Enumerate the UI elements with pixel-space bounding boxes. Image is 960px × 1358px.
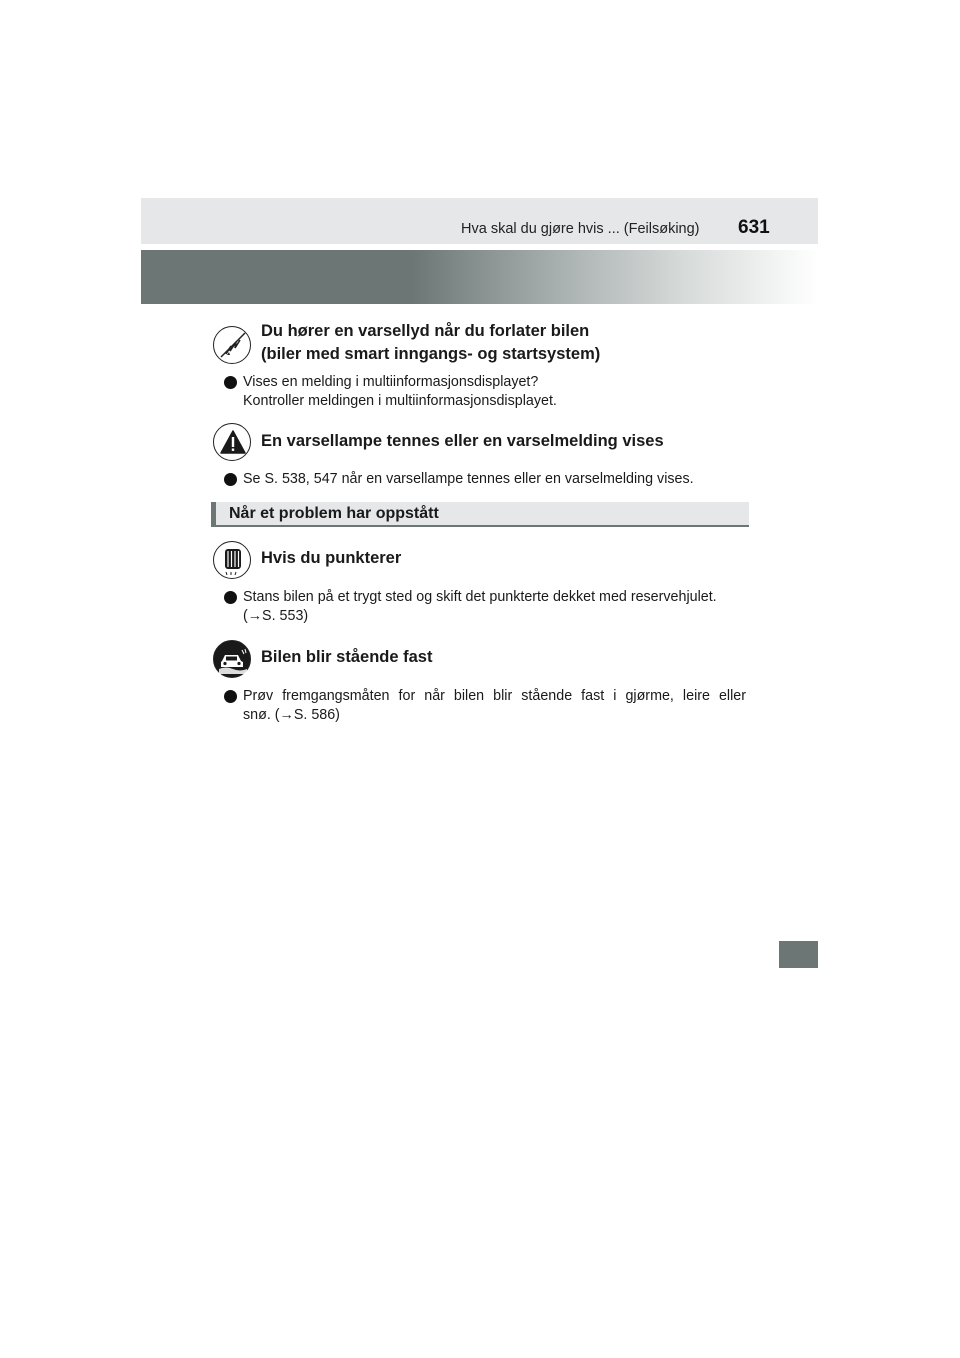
heading-warning-light: En varsellampe tennes eller en varselmelding vises [261,432,664,450]
section-title: Når et problem har oppstått [229,505,439,522]
bullet-dot [224,690,237,703]
bullet-dot [224,376,237,389]
warning-triangle-icon [213,423,251,461]
bullet-text-line1: Stans bilen på et trygt sted og skift det punkterte dekket med reservehjulet. [243,589,717,605]
chapter-thumb-tab [779,941,818,968]
chapter-title: Hva skal du gjøre hvis ... (Feilsøking) [461,221,700,237]
list-item [224,687,746,725]
warning-sound-icon [213,326,251,364]
bullet-text-line2: Kontroller meldingen i multiinformasjonsdisplayet. [243,393,557,409]
heading-warning-sound-line2: (biler med smart inngangs- og startsystem) [261,345,601,363]
section-heading-bar [211,502,749,527]
page-number: 631 [738,217,770,238]
list-item [224,470,746,489]
bullet-dot [224,473,237,486]
bullet-text-line1: Vises en melding i multiinformasjonsdisplayet? [243,374,539,390]
bullet-text-line2: (→S. 553) [243,608,309,624]
bullet-text: Se S. 538, 547 når en varsellampe tennes eller en varselmelding vises. [243,471,694,487]
heading-stuck-car: Bilen blir stående fast [261,648,433,666]
bullet-text-line1: Prøv fremgangsmåten for når bilen blir stående fast i gjørme, leire eller [243,688,746,704]
heading-warning-sound-line1: Du hører en varsellyd når du forlater bilen [261,322,590,340]
list-item [224,588,746,626]
list-item [224,373,746,411]
chapter-banner [141,250,818,304]
heading-flat-tire: Hvis du punkterer [261,549,402,567]
flat-tire-icon [213,541,251,579]
bullet-text-line2: snø. (→S. 586) [243,707,340,723]
bullet-dot [224,591,237,604]
stuck-car-icon [213,640,251,678]
